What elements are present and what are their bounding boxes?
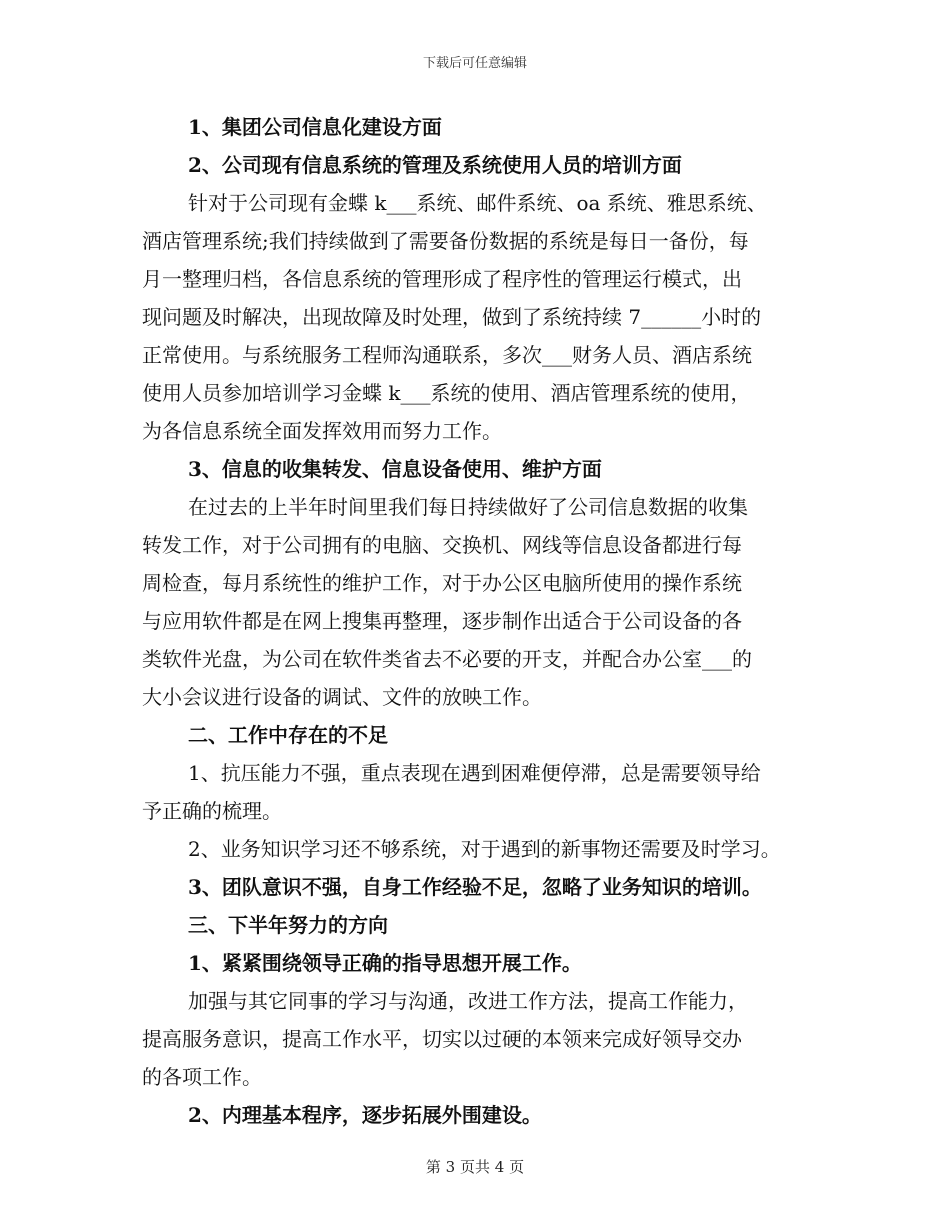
paragraph-line: 周检查，每月系统性的维护工作，对于办公区电脑所使用的操作系统 <box>142 571 742 595</box>
section-heading: 1、集团公司信息化建设方面 <box>188 115 442 139</box>
paragraph-line: 使用人员参加培训学习金蝶 k___系统的使用、酒店管理系统的使用， <box>142 381 751 405</box>
page-footer: 第 3 页共 4 页 <box>425 1158 525 1176</box>
paragraph-line: 大小会议进行设备的调试、文件的放映工作。 <box>142 685 542 709</box>
section-heading: 3、团队意识不强，自身工作经验不足，忽略了业务知识的培训。 <box>188 875 762 899</box>
paragraph-line: 与应用软件都是在网上搜集再整理，逐步制作出适合于公司设备的各 <box>142 609 742 633</box>
section-heading: 2、内理基本程序，逐步拓展外围建设。 <box>188 1103 542 1127</box>
paragraph-line: 现问题及时解决，出现故障及时处理，做到了系统持续 7______小时的 <box>142 305 762 329</box>
paragraph-line: 提高服务意识，提高工作水平，切实以过硬的本领来完成好领导交办 <box>142 1027 742 1051</box>
paragraph-line: 酒店管理系统;我们持续做到了需要备份数据的系统是每日一备份，每 <box>142 229 749 253</box>
paragraph-line: 加强与其它同事的学习与沟通，改进工作方法，提高工作能力， <box>188 989 748 1013</box>
paragraph-line: 为各信息系统全面发挥效用而努力工作。 <box>142 419 502 443</box>
section-heading: 三、下半年努力的方向 <box>188 913 388 937</box>
paragraph-line: 转发工作，对于公司拥有的电脑、交换机、网线等信息设备都进行每 <box>142 533 742 557</box>
section-heading: 二、工作中存在的不足 <box>188 723 388 747</box>
page-header: 下载后可任意编辑 <box>422 56 527 71</box>
paragraph-line: 1、抗压能力不强，重点表现在遇到困难便停滞，总是需要领导给 <box>188 761 761 785</box>
section-heading: 2、公司现有信息系统的管理及系统使用人员的培训方面 <box>188 153 682 177</box>
paragraph-line: 在过去的上半年时间里我们每日持续做好了公司信息数据的收集 <box>188 495 748 519</box>
document-body <box>142 108 822 1134</box>
paragraph-line: 的各项工作。 <box>142 1065 262 1089</box>
paragraph-line: 月一整理归档，各信息系统的管理形成了程序性的管理运行模式，出 <box>142 267 742 291</box>
paragraph-line: 类软件光盘，为公司在软件类省去不必要的开支，并配合办公室___的 <box>142 647 752 671</box>
section-heading: 1、紧紧围绕领导正确的指导思想开展工作。 <box>188 951 582 975</box>
paragraph-line: 予正确的梳理。 <box>142 799 282 823</box>
paragraph-line: 2、业务知识学习还不够系统，对于遇到的新事物还需要及时学习。 <box>188 837 781 861</box>
paragraph-line: 针对于公司现有金蝶 k___系统、邮件系统、oa 系统、雅思系统、 <box>188 191 767 215</box>
paragraph-line: 正常使用。与系统服务工程师沟通联系，多次___财务人员、酒店系统 <box>142 343 752 367</box>
section-heading: 3、信息的收集转发、信息设备使用、维护方面 <box>188 457 602 481</box>
